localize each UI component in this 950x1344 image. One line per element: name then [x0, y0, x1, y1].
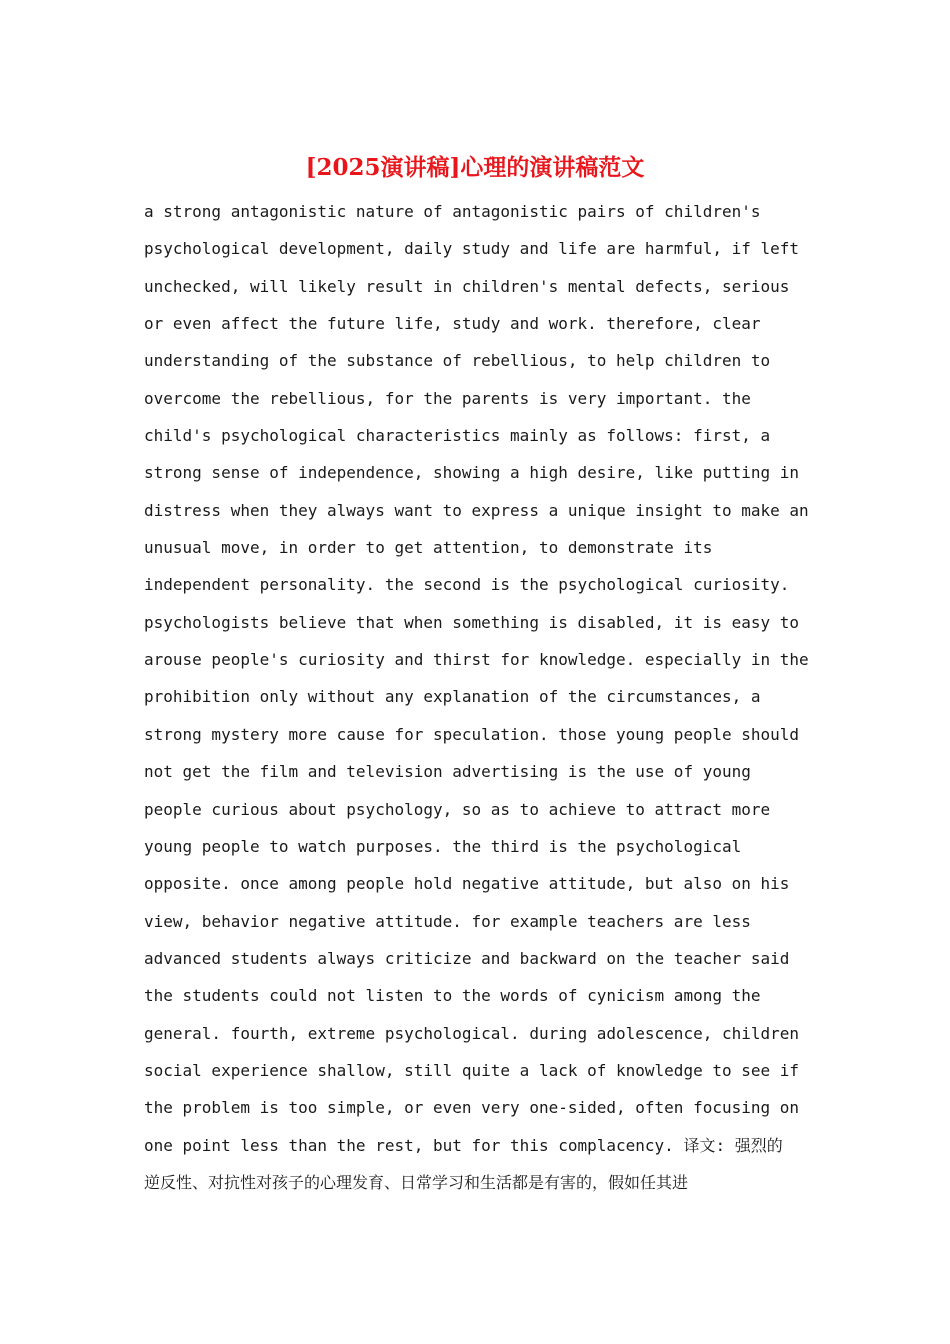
text-line: the problem is too simple, or even very one-sided, often focusing on	[144, 1098, 800, 1118]
text-line: arouse people's curiosity and thirst for knowledge. especially in the	[144, 650, 809, 670]
text-line: independent personality. the second is the psychological curiosity.	[144, 575, 790, 595]
text-line: unchecked, will likely result in children's mental defects, serious	[144, 276, 790, 296]
text-line: a strong antagonistic nature of antagonistic pairs of children's	[144, 202, 761, 221]
text-line: overcome the rebellious, for the parents is very important. the	[144, 388, 751, 408]
text-line: the students could not listen to the words of cynicism among the	[144, 986, 761, 1006]
text-line: psychologists believe that when something is disabled, it is easy to	[144, 612, 800, 632]
text-line: psychological development, daily study and life are harmful, if left	[144, 239, 800, 259]
text-line: understanding of the substance of rebellious, to help children to	[144, 351, 771, 371]
text-line: 逆反性、对抗性对孩子的心理发育、日常学习和生活都是有害的，假如任其进	[144, 1172, 689, 1192]
text-line: strong mystery more cause for speculation. those young people should	[144, 724, 800, 744]
text-line: unusual move, in order to get attention, to demonstrate its	[144, 538, 713, 558]
text-line: not get the film and television advertising is the use of young	[144, 762, 751, 782]
text-line: one point less than the rest, but for this complacency. 译文: 强烈的	[144, 1135, 783, 1155]
document-body	[144, 193, 814, 1201]
text-line: or even affect the future life, study and work. therefore, clear	[144, 314, 761, 334]
text-line: general. fourth, extreme psychological. during adolescence, children	[144, 1023, 800, 1043]
text-line: child's psychological characteristics mainly as follows: first, a	[144, 426, 771, 446]
text-line: opposite. once among people hold negative attitude, but also on his	[144, 874, 790, 894]
text-line: advanced students always criticize and backward on the teacher said	[144, 948, 790, 968]
text-line: distress when they always want to express a unique insight to make an	[144, 500, 809, 520]
document-title: [2025演讲稿]心理的演讲稿范文	[305, 154, 645, 181]
text-line: people curious about psychology, so as to achieve to attract more	[144, 799, 771, 819]
text-line: social experience shallow, still quite a lack of knowledge to see if	[144, 1060, 800, 1080]
text-line: young people to watch purposes. the third is the psychological	[144, 836, 742, 856]
text-line: prohibition only without any explanation of the circumstances, a	[144, 687, 761, 707]
text-line: strong sense of independence, showing a high desire, like putting in	[144, 463, 800, 483]
text-line: view, behavior negative attitude. for example teachers are less	[144, 911, 751, 931]
